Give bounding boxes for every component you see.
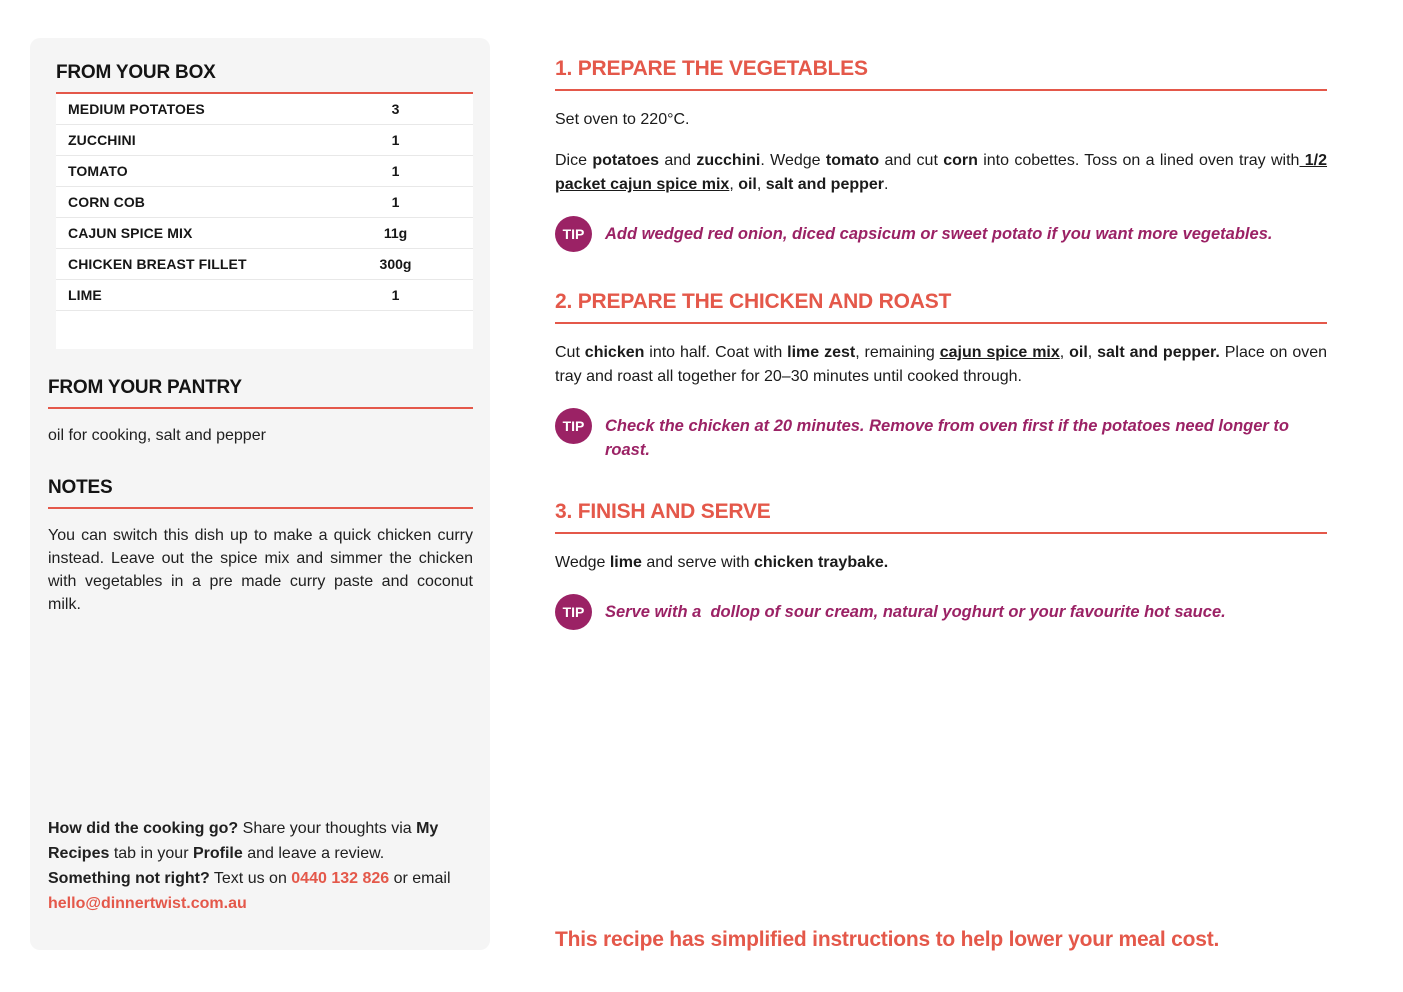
ingredient-qty: 300g (379, 256, 412, 272)
ingredient-row (56, 94, 473, 125)
step-3-section (555, 500, 1327, 630)
ingredient-row (56, 218, 473, 249)
ingredient-empty-row (56, 311, 473, 349)
step-3-heading: 3. FINISH AND SERVE (555, 500, 1327, 534)
ingredient-qty: 11g (383, 225, 408, 241)
ingredient-name: TOMATO (68, 163, 128, 179)
notes-section (48, 477, 473, 616)
ingredient-qty: 1 (391, 132, 400, 148)
ingredient-row (56, 249, 473, 280)
step-1-tip-text: Add wedged red onion, diced capsicum or sweet potato if you want more vegetables. (605, 225, 1273, 243)
step-2-tip (555, 408, 1327, 462)
step-2-section (555, 290, 1327, 462)
notes-text: You can switch this dish up to make a quick chicken curry instead. Leave out the spice mix and simmer the chicken with vegetables in a pre made curry paste and coconut milk. (48, 527, 473, 613)
step-1-heading: 1. PREPARE THE VEGETABLES (555, 57, 1327, 91)
ingredient-qty: 1 (391, 287, 400, 303)
tip-badge-icon (555, 408, 592, 444)
step-1-tip (555, 216, 1327, 252)
from-your-pantry-title: FROM YOUR PANTRY (48, 377, 473, 409)
step-1-paragraph-2: Dice potatoes and zucchini. Wedge tomato and cut corn into cobettes. Toss on a lined oven tray with 1/2 packet cajun spice mix, oil, salt and pepper. (555, 152, 1328, 193)
ingredient-name: LIME (68, 287, 102, 303)
ingredient-name: ZUCCHINI (68, 132, 136, 148)
tip-badge-label: TIP (562, 418, 585, 434)
step-2-paragraph-1: Cut chicken into half. Coat with lime zest, remaining cajun spice mix, oil, salt and pepper. Place on oven tray and roast all together for 20–30 minutes until cooked through. (555, 344, 1328, 385)
from-your-box-title: FROM YOUR BOX (56, 62, 473, 94)
from-your-box-section (56, 62, 473, 349)
step-2-tip-text: Check the chicken at 20 minutes. Remove from oven first if the potatoes need longer to roast. (605, 417, 1294, 459)
pantry-text: oil for cooking, salt and pepper (48, 427, 266, 444)
tip-badge-icon (555, 594, 592, 630)
instructions-column (555, 57, 1327, 630)
tip-badge-icon (555, 216, 592, 252)
ingredient-name: CHICKEN BREAST FILLET (68, 256, 247, 272)
ingredient-qty: 1 (391, 194, 400, 210)
step-2-heading: 2. PREPARE THE CHICKEN AND ROAST (555, 290, 1327, 324)
ingredient-name: CAJUN SPICE MIX (68, 225, 193, 241)
ingredient-row (56, 125, 473, 156)
contact-link[interactable]: 0440 132 826 (291, 870, 390, 887)
feedback-text: How did the cooking go? Share your thoughts via My Recipes tab in your Profile and leave a review. Something not right? Text us on 0440 132 826 or email hello@dinnertwist.com.au (48, 820, 451, 912)
ingredient-row (56, 156, 473, 187)
ingredient-qty: 1 (391, 163, 400, 179)
step-3-paragraph-1: Wedge lime and serve with chicken traybake. (555, 554, 889, 571)
contact-link[interactable]: hello@dinnertwist.com.au (48, 895, 247, 912)
step-3-tip-text: Serve with a dollop of sour cream, natural yoghurt or your favourite hot sauce. (605, 603, 1226, 621)
step-1-section (555, 57, 1327, 252)
from-your-pantry-section (48, 377, 473, 447)
ingredient-row (56, 187, 473, 218)
ingredient-name: MEDIUM POTATOES (68, 101, 205, 117)
ingredient-qty: 3 (391, 101, 400, 117)
step-1-paragraph-1: Set oven to 220°C. (555, 111, 690, 128)
tip-badge-label: TIP (562, 604, 585, 620)
notes-title: NOTES (48, 477, 473, 509)
sidebar-footer (48, 816, 470, 916)
ingredient-name: CORN COB (68, 194, 146, 210)
bottom-note: This recipe has simplified instructions to help lower your meal cost. (555, 928, 1220, 951)
ingredient-row (56, 280, 473, 311)
step-3-tip (555, 594, 1327, 630)
tip-badge-label: TIP (562, 226, 585, 242)
sidebar (30, 38, 490, 950)
ingredients-table (56, 94, 473, 349)
